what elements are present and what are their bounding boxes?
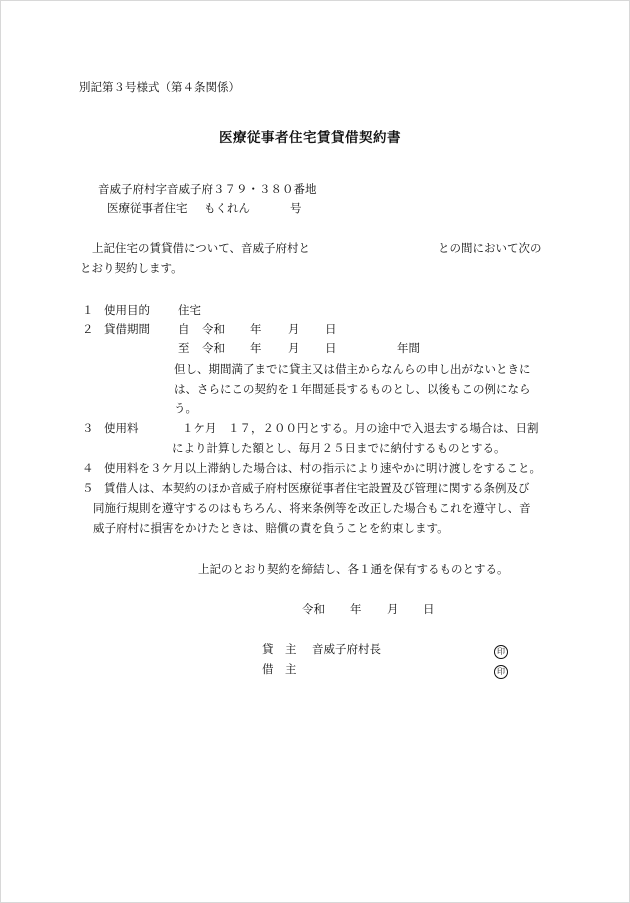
intro-text-2: との間において次の — [438, 241, 542, 255]
clause-1-label: 使用目的 — [104, 303, 150, 317]
clause-1-value: 住宅 — [178, 303, 201, 317]
closing-statement: 上記のとおり契約を締結し、各１通を保有するものとする。 — [198, 562, 509, 576]
clause-3-line: により計算した額とし、毎月２５日までに納付するものとする。 — [172, 441, 506, 455]
seal-icon: 印 — [494, 665, 508, 679]
period-years: 年間 — [397, 341, 420, 355]
form-label: 別記第３号様式（第４条関係） — [79, 80, 240, 94]
unit-name: もくれん — [204, 201, 250, 215]
clause-3-number: ３ — [82, 421, 94, 435]
period-from-day: 日 — [325, 322, 337, 336]
lessee-seal-mark — [494, 662, 508, 679]
period-to-era: 令和 — [202, 341, 225, 355]
period-to-month: 月 — [288, 341, 300, 355]
lessor-label: 貸 主 — [262, 642, 297, 656]
period-from-era: 令和 — [202, 322, 225, 336]
lessor-name: 音威子府村長 — [312, 642, 381, 656]
period-to-day: 日 — [325, 341, 337, 355]
contract-date-era: 令和 — [302, 602, 325, 616]
document-title: 医療従事者住宅賃貸借契約書 — [219, 130, 401, 146]
clause-4-number: ４ — [82, 461, 94, 475]
proviso-line: う。 — [174, 401, 197, 415]
contract-date-day: 日 — [423, 602, 435, 616]
proviso-line: 但し、期間満了までに貸主又は借主からなんらの申し出がないときに — [174, 362, 531, 376]
seal-icon: 印 — [494, 645, 508, 659]
contract-date-month: 月 — [387, 602, 399, 616]
clause-3-label: 使用料 — [104, 421, 139, 435]
clause-5-line: 同施行規則を遵守するのはもちろん、将来条例等を改正した場合もこれを遵守し、音 — [93, 501, 531, 515]
clause-5-line: 威子府村に損害をかけたときは、賠償の責を負うことを約束します。 — [93, 521, 449, 535]
clause-5-number: ５ — [82, 481, 94, 495]
period-from-month: 月 — [288, 322, 300, 336]
clause-2-number: ２ — [82, 322, 94, 336]
unit-suffix: 号 — [290, 201, 302, 215]
clause-3-line: １ケ月 １７，２００円とする。月の途中で入退去する場合は、日割 — [182, 421, 539, 435]
lessor-seal-mark — [494, 642, 508, 659]
lessee-label: 借 主 — [262, 662, 297, 676]
clause-4-text: 使用料を３ケ月以上滞納した場合は、村の指示により速やかに明け渡しをすること。 — [104, 461, 541, 475]
period-to-prefix: 至 — [178, 341, 190, 355]
period-from-prefix: 自 — [178, 322, 190, 336]
clause-2-label: 貸借期間 — [104, 322, 150, 336]
intro-text-1: 上記住宅の賃貸借について、音威子府村と — [92, 241, 311, 255]
contract-date-year: 年 — [350, 602, 362, 616]
housing-name: 医療従事者住宅 — [107, 201, 188, 215]
address-location: 音威子府村字音威子府３７９・３８０番地 — [98, 182, 317, 196]
clause-1-number: １ — [82, 303, 94, 317]
proviso-line: は、さらにこの契約を１年間延長するものとし、以後もこの例になら — [174, 382, 531, 396]
intro-text-3: とおり契約します。 — [80, 261, 183, 275]
clause-5-line: 賃借人は、本契約のほか音威子府村医療従事者住宅設置及び管理に関する条例及び — [104, 481, 530, 495]
period-to-year: 年 — [250, 341, 262, 355]
period-from-year: 年 — [250, 322, 262, 336]
